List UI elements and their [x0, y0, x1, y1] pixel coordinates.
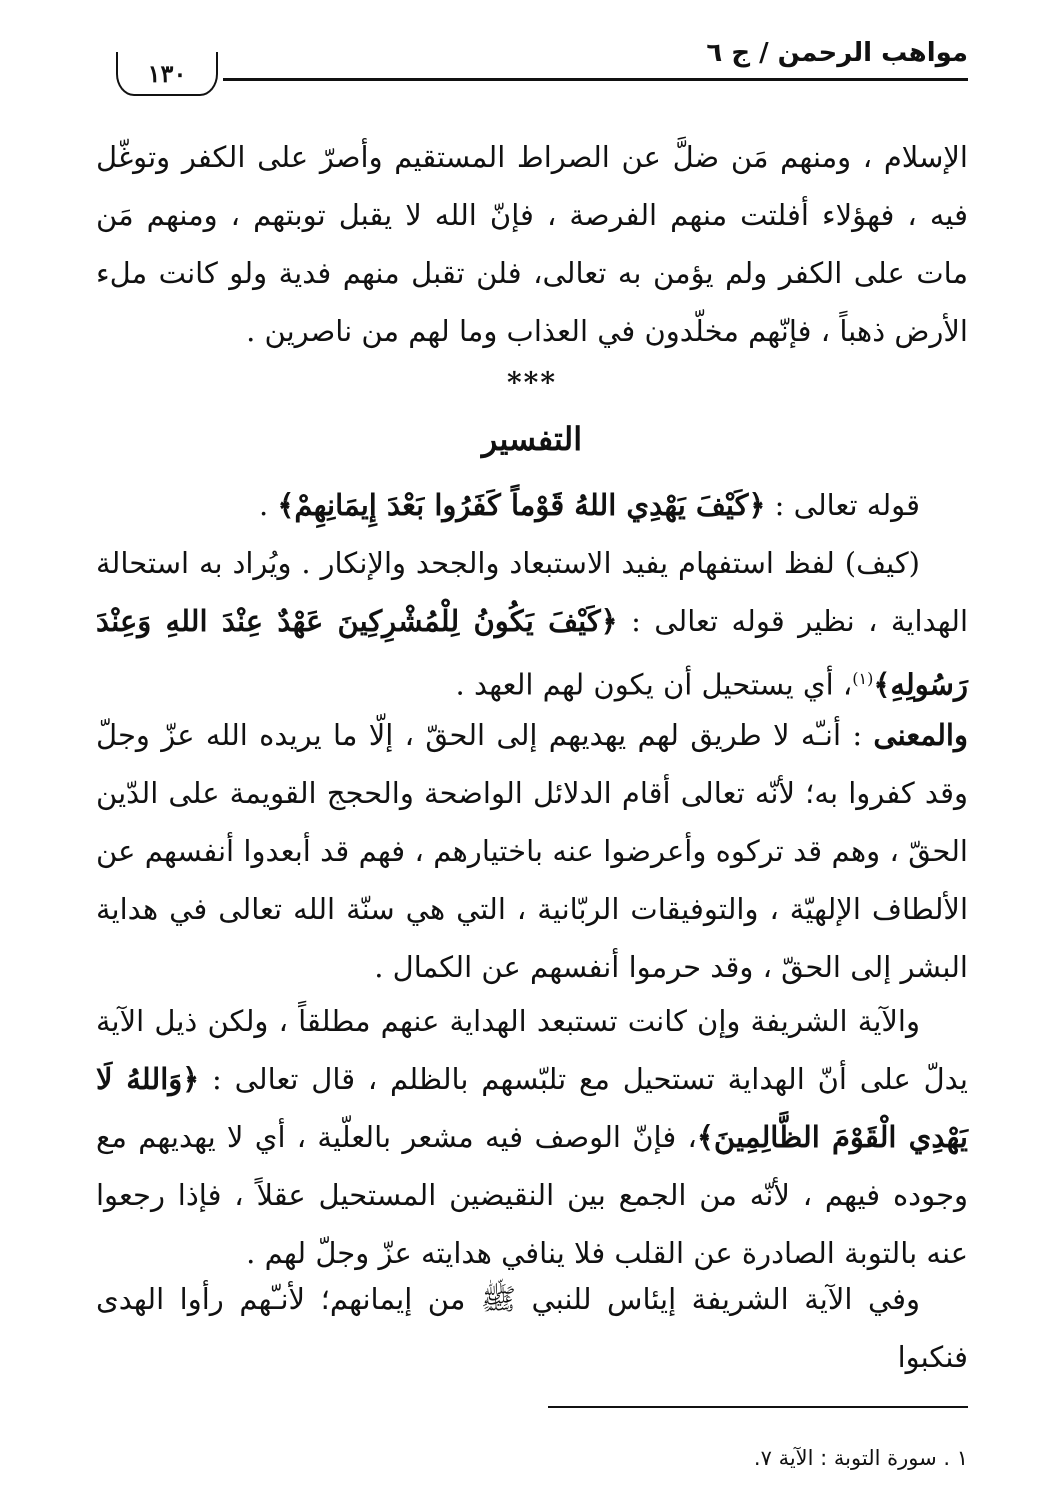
header-rule — [223, 78, 968, 81]
ayah-quote: ﴿وَاللهُ لَا يَهْدِي الْقَوْمَ الظَّالِمِينَ﴾ — [96, 1062, 968, 1154]
ayah-tail: ، فإنّ الوصف فيه مشعر بالعلّية ، أي لا يهديهم مع وجوده فيهم ، لأنّه من الجمع بين النقيضين المستحيل عقلاً ، فإذا رجعوا عنه بالتوبة الصادرة عن القلب فلا ينافي هدايته عزّ وجلّ لهم . — [96, 1120, 968, 1270]
paragraph-meaning — [96, 706, 968, 996]
paragraph-kayf — [96, 534, 968, 714]
meaning-label: والمعنى — [873, 718, 968, 752]
verse-quote: ﴿كَيْفَ يَهْدِي اللهُ قَوْماً كَفَرُوا بَعْدَ إِيمَانِهِمْ﴾ — [277, 488, 766, 522]
kayf-text: (كيف) لفظ استفهام يفيد الاستبعاد والجحد والإنكار . ويُراد به استحالة الهداية ، نظير قوله تعالى : — [96, 546, 968, 638]
paragraph-despair — [96, 1270, 968, 1386]
ayah-text: والآية الشريفة وإن كانت تستبعد الهداية عنهم مطلقاً ، ولكن ذيل الآية يدلّ على أنّ الهداية تستحيل مع تلبّسهم بالظلم ، قال تعالى : — [96, 1004, 968, 1096]
kayf-tail: ، أي يستحيل أن يكون لهم العهد . — [455, 667, 853, 702]
page-number: ١٣٠ — [116, 52, 218, 96]
running-title: مواهب الرحمن / ج ٦ — [706, 38, 968, 68]
paragraph-intro — [96, 128, 968, 360]
footnote-ref: (١) — [852, 669, 874, 688]
kayf-quote: ﴿كَيْفَ يَكُونُ لِلْمُشْرِكِينَ عَهْدٌ عِنْدَ اللهِ وَعِنْدَ رَسُولِهِ﴾ — [96, 604, 968, 702]
paragraph-ayah — [96, 992, 968, 1282]
section-separator: *** — [507, 366, 557, 399]
despair-text: وفي الآية الشريفة إيئاس للنبي ﷺ من إيمانهم؛ لأنـّهم رأوا الهدى فنكبوا — [96, 1282, 968, 1374]
footnote: ١ . سورة التوبة : الآية ٧. — [753, 1446, 968, 1470]
meaning-text: : أنـّه لا طريق لهم يهديهم إلى الحقّ ، إلّا ما يريده الله عزّ وجلّ وقد كفروا به؛ لأنّه تعالى أقام الدلائل الواضحة والحجج القويمة على الدّين الحقّ ، وهم قد تركوه وأعرضوا عنه باختيارهم ، فهم قد أبعدوا أنفسهم عن الألطاف الإلهيّة ، والتوفيقات الربّانية ، التي هي سنّة الله تعالى في هداية البشر إلى الحقّ ، وقد حرموا أنفسهم عن الكمال . — [96, 718, 968, 984]
footnote-rule — [548, 1406, 968, 1408]
intro-text: الإسلام ، ومنهم مَن ضلَّ عن الصراط المستقيم وأصرّ على الكفر وتوغّل فيه ، فهؤلاء أفلتت منهم الفرصة ، فإنّ الله لا يقبل توبتهم ، ومنهم مَن مات على الكفر ولم يؤمن به تعالى، فلن تقبل منهم فدية ولو كانت ملء الأرض ذهباً ، فإنّهم مخلّدون في العذاب وما لهم من ناصرين . — [96, 140, 968, 348]
verse-intro: قوله تعالى : — [765, 488, 920, 522]
verse-end: . — [258, 488, 278, 522]
paragraph-verse — [96, 476, 968, 534]
section-heading: التفسير — [481, 420, 583, 458]
